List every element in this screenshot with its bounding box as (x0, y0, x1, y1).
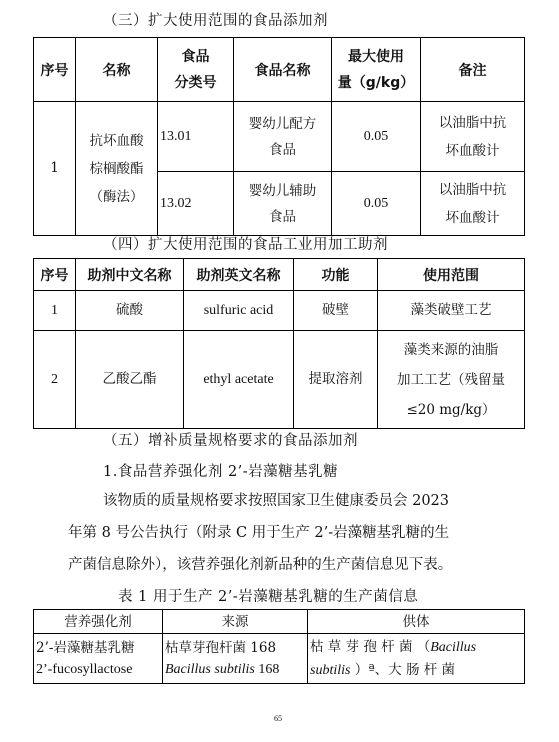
table-row (34, 102, 525, 172)
source-latin-name: Bacillus subtilis 168 (165, 661, 280, 677)
row-donor (308, 634, 525, 684)
table-header-row (34, 610, 525, 634)
table-row (34, 634, 525, 684)
row-remarks: 以油脂中抗 坏血酸计 (421, 102, 525, 172)
row-scope: 藻类破壁工艺 (378, 291, 525, 331)
header-name: 名称 (76, 38, 158, 102)
strain-table (33, 609, 525, 684)
row-cn-name: 硫酸 (76, 291, 184, 331)
page-number: 65 (274, 714, 282, 723)
row-max-usage: 0.05 (332, 172, 421, 236)
fortifier-cn-name: 2’-岩藻糖基乳糖 (36, 639, 135, 656)
header-food-name: 食品名称 (234, 38, 332, 102)
header-remarks: 备注 (421, 38, 525, 102)
row-no: 1 (34, 291, 76, 331)
section4-heading: （四）扩大使用范围的食品工业用加工助剂 (103, 237, 388, 253)
paragraph-line: 产菌信息除外），该营养强化剂新品种的生产菌信息见下表。 (68, 557, 453, 573)
row-source (163, 634, 308, 684)
table-row (34, 291, 525, 331)
header-en-name: 助剂英文名称 (184, 259, 294, 291)
row-remarks: 以油脂中抗 坏血酸计 (421, 172, 525, 236)
source-cn-name: 枯草芽孢杆菌 168 (165, 639, 277, 656)
row-food-name: 婴幼儿配方 食品 (234, 102, 332, 172)
row-en-name: sulfuric acid (184, 291, 294, 331)
row-food-name: 婴幼儿辅助 食品 (234, 172, 332, 236)
row-max-usage: 0.05 (332, 102, 421, 172)
header-function: 功能 (294, 259, 378, 291)
paragraph-line: 该物质的质量规格要求按照国家卫生健康委员会 2023 (103, 493, 450, 509)
row-fortifier (34, 634, 163, 684)
donor-line-2: subtilis ）ª、大 肠 杆 菌 (310, 661, 456, 678)
section3-heading: （三）扩大使用范围的食品添加剂 (103, 13, 328, 29)
donor-line-1: 枯 草 芽 孢 杆 菌 （Bacillus (310, 638, 477, 655)
row-additive-name: 抗坏血酸 棕榈酸酯 （酶法） (76, 102, 158, 236)
header-source: 来源 (163, 610, 308, 634)
header-fortifier: 营养强化剂 (34, 610, 163, 634)
row-no: 1 (34, 102, 76, 236)
section5-heading: （五）增补质量规格要求的食品添加剂 (103, 433, 358, 449)
table-header-row (34, 38, 525, 102)
header-category-code: 食品 分类号 (158, 38, 234, 102)
table-row (34, 331, 525, 429)
table-header-row (34, 259, 525, 291)
row-scope: 藻类来源的油脂 加工工艺（残留量 ≤20 mg/kg） (378, 331, 525, 429)
paragraph-line: 年第 8 号公告执行（附录 C 用于生产 2’-岩藻糖基乳糖的生 (68, 525, 450, 541)
processing-aid-table (33, 258, 525, 429)
row-en-name: ethyl acetate (184, 331, 294, 429)
header-cn-name: 助剂中文名称 (76, 259, 184, 291)
header-max-usage: 最大使用 量（g/kg） (332, 38, 421, 102)
header-no: 序号 (34, 38, 76, 102)
header-scope: 使用范围 (378, 259, 525, 291)
row-category-code: 13.02 (158, 172, 234, 236)
header-donor: 供体 (308, 610, 525, 634)
fortifier-en-name: 2’-fucosyllactose (36, 661, 133, 677)
table-caption: 表 1 用于生产 2’-岩藻糖基乳糖的生产菌信息 (118, 589, 419, 605)
row-no: 2 (34, 331, 76, 429)
row-function: 破壁 (294, 291, 378, 331)
header-no: 序号 (34, 259, 76, 291)
section5-subheading: 1.食品营养强化剂 2’-岩藻糖基乳糖 (103, 464, 339, 480)
row-function: 提取溶剂 (294, 331, 378, 429)
food-additive-table (33, 37, 525, 236)
row-cn-name: 乙酸乙酯 (76, 331, 184, 429)
row-category-code: 13.01 (158, 102, 234, 172)
